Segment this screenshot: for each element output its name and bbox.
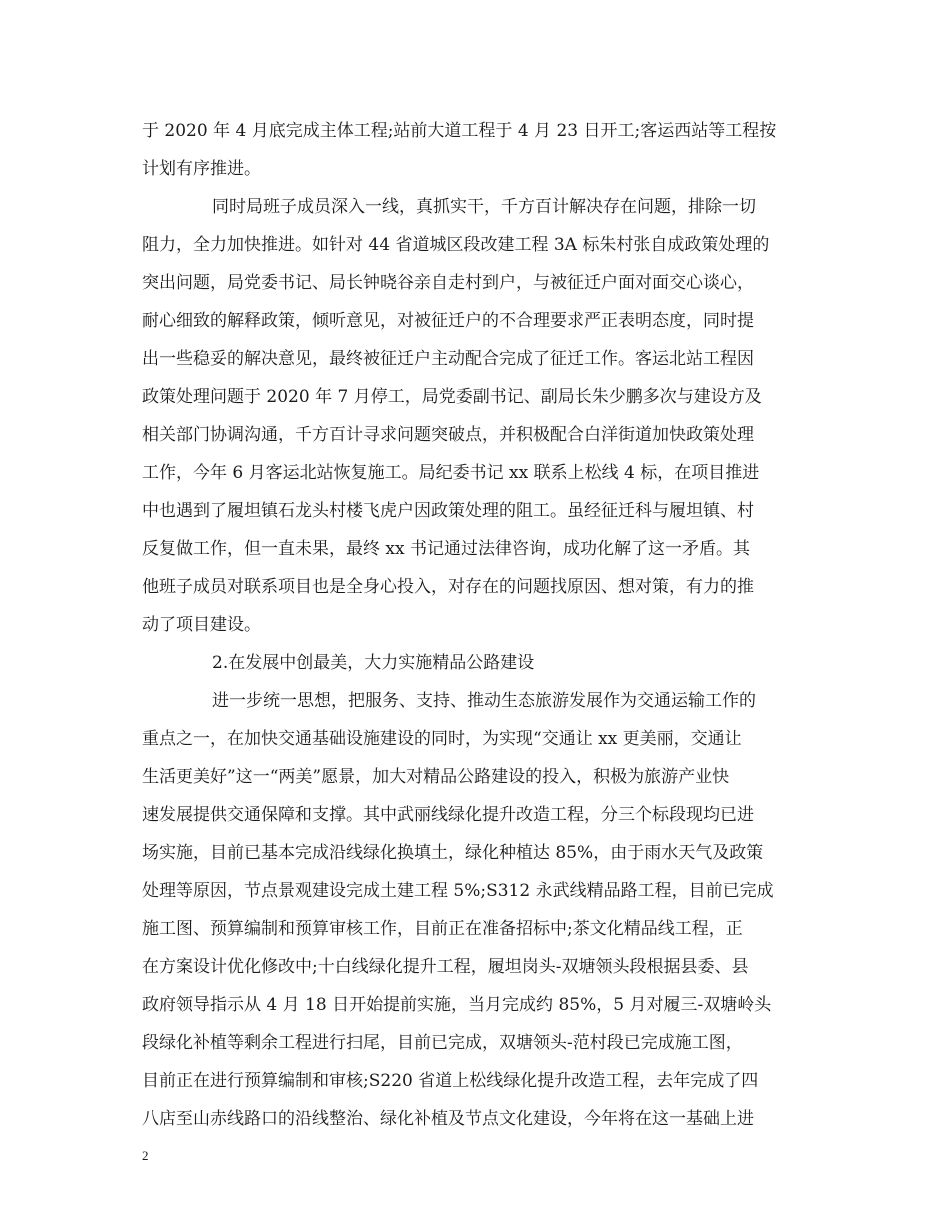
section-heading: 2.在发展中创最美，大力实施精品公路建设 [212,653,535,673]
text-line: 突出问题，局党委书记、局长钟晓谷亲自走村到户，与被征迁户面对面交心谈心， [142,273,754,293]
text-line: 于 2020 年 4 月底完成主体工程;站前大道工程于 4 月 23 日开工;客运西站等工程按 [142,121,777,141]
text-line: 出一些稳妥的解决意见，最终被征迁户主动配合完成了征迁工作。客运北站工程因 [142,349,754,369]
text-line: 速发展提供交通保障和支撑。其中武丽线绿化提升改造工程，分三个标段现均已进 [142,805,754,825]
text-line: 段绿化补植等剩余工程进行扫尾，目前已完成，双塘领头-范村段已完成施工图， [142,1033,743,1053]
text-line: 反复做工作，但一直未果，最终 xx 书记通过法律咨询，成功化解了这一矛盾。其 [142,539,750,559]
text-line: 在方案设计优化修改中;十白线绿化提升工程，履坦岗头-双塘领头段根据县委、县 [142,957,749,977]
body-text [142,112,814,1138]
text-line: 八店至山赤线路口的沿线整治、绿化补植及节点文化建设，今年将在这一基础上进 [142,1109,754,1129]
page-number: 2 [142,1148,149,1163]
text-line: 重点之一，在加快交通基础设施建设的同时，为实现“交通让 xx 更美丽，交通让 [142,729,742,749]
text-line: 动了项目建设。 [142,615,261,635]
text-line: 政策处理问题于 2020 年 7 月停工，局党委副书记、副局长朱少鹏多次与建设方及 [142,387,762,407]
text-line: 他班子成员对联系项目也是全身心投入，对存在的问题找原因、想对策，有力的推 [142,577,754,597]
text-line: 政府领导指示从 4 月 18 日开始提前实施，当月完成约 85%，5 月对履三-双塘岭头 [142,995,772,1015]
text-line: 目前正在进行预算编制和审核;S220 省道上松线绿化提升改造工程，去年完成了四 [142,1071,759,1091]
text-line: 相关部门协调沟通，千方百计寻求问题突破点，并积极配合白洋街道加快政策处理 [142,425,754,445]
text-line: 阻力，全力加快推进。如针对 44 省道城区段改建工程 3A 标朱村张自成政策处理的 [142,235,770,255]
paragraph-start-line: 同时局班子成员深入一线，真抓实干，千方百计解决存在问题，排除一切 [212,197,756,217]
text-line: 计划有序推进。 [142,159,261,179]
text-line: 生活更美好”这一“两美”愿景，加大对精品公路建设的投入，积极为旅游产业快 [142,767,730,787]
paragraph-start-line: 进一步统一思想，把服务、支持、推动生态旅游发展作为交通运输工作的 [212,691,756,711]
text-line: 中也遇到了履坦镇石龙头村楼飞虎户因政策处理的阻工。虽经征迁科与履坦镇、村 [142,501,754,521]
text-line: 处理等原因，节点景观建设完成土建工程 5%;S312 永武线精品路工程，目前已完成 [142,881,774,901]
text-line: 耐心细致的解释政策，倾听意见，对被征迁户的不合理要求严正表明态度，同时提 [142,311,754,331]
text-line: 工作，今年 6 月客运北站恢复施工。局纪委书记 xx 联系上松线 4 标，在项目推进 [142,463,760,483]
text-line: 施工图、预算编制和预算审核工作，目前正在准备招标中;茶文化精品线工程，正 [142,919,743,939]
text-line: 场实施，目前已基本完成沿线绿化换填土，绿化种植达 85%，由于雨水天气及政策 [142,843,764,863]
